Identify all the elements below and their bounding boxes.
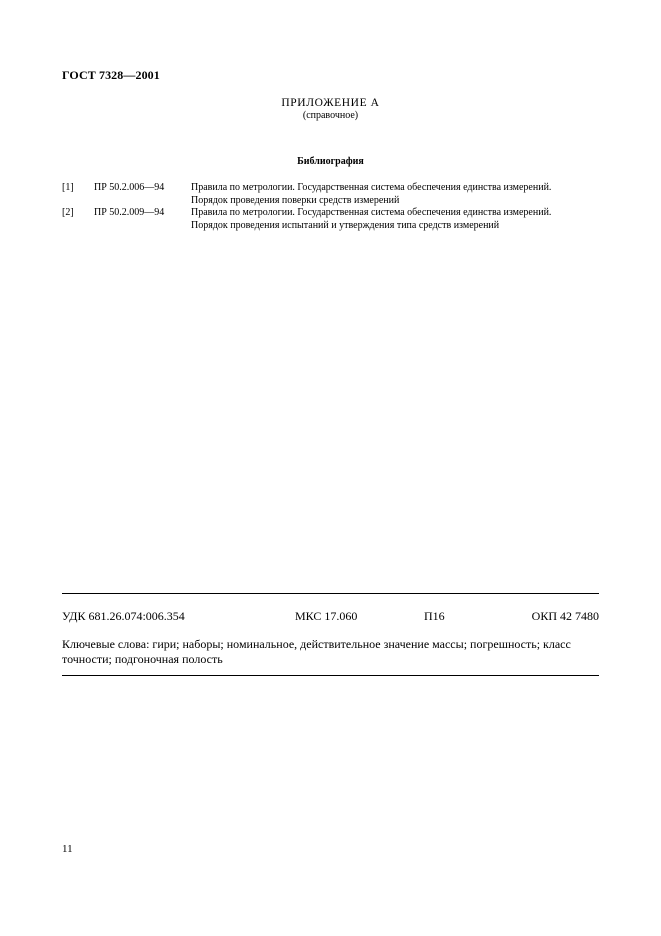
- bibliography-entry-text: [191, 207, 603, 232]
- appendix-title: ПРИЛОЖЕНИЕ А: [281, 97, 380, 109]
- bibliography-entry-line: Правила по метрологии. Государственная система обеспечения единства измерений.: [191, 207, 552, 218]
- bibliography-entry-line: Правила по метрологии. Государственная система обеспечения единства измерений.: [191, 182, 552, 193]
- appendix-subtitle: (справочное): [302, 110, 359, 121]
- mks-code: МКС 17.060: [295, 609, 358, 623]
- bibliography-entry-code: ПР 50.2.009—94: [94, 207, 165, 218]
- document-header: ГОСТ 7328—2001: [62, 68, 160, 82]
- page-number: 11: [62, 843, 73, 855]
- classification-line: [62, 609, 599, 625]
- top-divider: [62, 593, 599, 594]
- bibliography-entry-code: ПР 50.2.006—94: [94, 182, 165, 193]
- bibliography-entry-text: [191, 182, 603, 207]
- bibliography-entry-number: [2]: [62, 207, 74, 218]
- bibliography-heading: Библиография: [297, 156, 364, 167]
- bottom-divider: [62, 675, 599, 676]
- bibliography-entry-number: [1]: [62, 182, 74, 193]
- group-code: П16: [424, 609, 445, 623]
- bibliography-entry-line: Порядок проведения испытаний и утверждения типа средств измерений: [191, 219, 500, 231]
- keywords: Ключевые слова: гири; наборы; номинальное, действительное значение массы; погрешность; класс точности; подгоночная полость: [62, 637, 571, 666]
- okp-code: ОКП 42 7480: [531, 609, 599, 623]
- udk-code: УДК 681.26.074:006.354: [62, 609, 185, 623]
- bibliography-entry-line: Порядок проведения поверки средств измерений: [191, 194, 400, 206]
